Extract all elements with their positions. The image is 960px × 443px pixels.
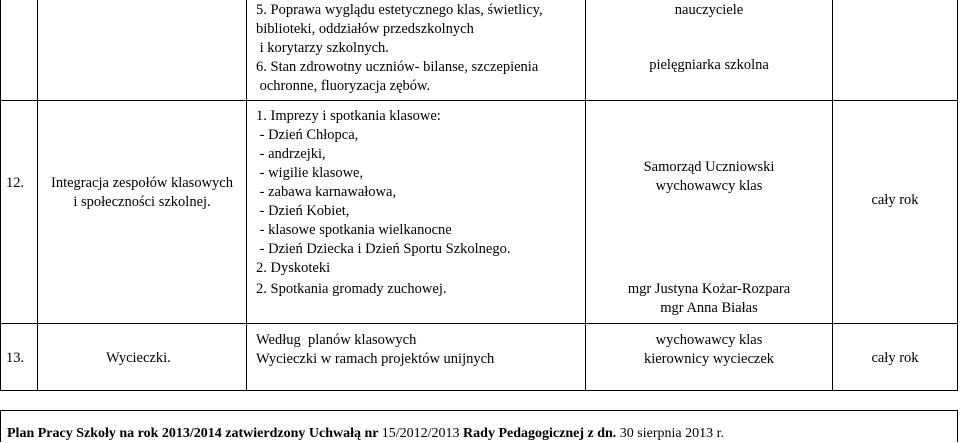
- row-divider-1: [0, 100, 958, 101]
- footer-part-3: Rady Pedagogicznej z dn.: [463, 426, 620, 441]
- row-divider-2: [0, 323, 958, 324]
- column-divider-2: [246, 0, 247, 391]
- activity-line: Według planów klasowych: [256, 332, 417, 348]
- row12-area: [38, 174, 246, 212]
- responsible-line: Samorząd Uczniowski: [643, 159, 775, 175]
- top-row-activities: [256, 1, 543, 96]
- footer-border-top: [0, 410, 958, 411]
- row12-term: cały rok: [871, 192, 919, 208]
- activity-line: 2. Dyskoteki: [256, 260, 331, 276]
- activity-line: - Dzień Chłopca,: [256, 127, 359, 143]
- footer-part-1: Plan Pracy Szkoły na rok 2013/2014 zatwierdzony Uchwałą nr: [7, 426, 382, 441]
- activity-line: - wigilie klasowe,: [256, 165, 364, 181]
- row13-activities: [256, 331, 494, 369]
- row12-activities-b: 2. Spotkania gromady zuchowej.: [256, 281, 447, 297]
- activity-line: 6. Stan zdrowotny uczniów- bilanse, szczepienia: [256, 59, 539, 75]
- activity-line: biblioteki, oddziałów przedszkolnych: [256, 21, 474, 37]
- activity-line: - Dzień Kobiet,: [256, 203, 350, 219]
- activity-line: - zabawa karnawałowa,: [256, 184, 397, 200]
- activity-line: - andrzejki,: [256, 146, 326, 162]
- activity-line: i korytarzy szkolnych.: [256, 40, 389, 56]
- responsible-line: wychowawcy klas: [655, 178, 763, 194]
- row13-number: 13.: [6, 350, 25, 366]
- row12-number: 12.: [6, 175, 25, 191]
- footer-border-right: [957, 410, 958, 442]
- top-row-responsible-2: pielęgniarka szkolna: [649, 57, 769, 73]
- activity-line: - klasowe spotkania wielkanocne: [256, 222, 452, 238]
- row12-responsible-b: [586, 280, 832, 318]
- area-line: Integracja zespołów klasowych: [51, 175, 233, 191]
- footer-approval-text: [7, 424, 724, 443]
- footer-part-2: 15/2012/2013: [381, 426, 464, 441]
- footer-border-left: [0, 410, 1, 442]
- activity-line: Wycieczki w ramach projektów unijnych: [256, 351, 495, 367]
- responsible-line: mgr Justyna Kożar-Rozpara: [627, 281, 791, 297]
- responsible-line: mgr Anna Białas: [660, 300, 758, 316]
- activity-line: ochronne, fluoryzacja zębów.: [256, 78, 431, 94]
- table-border-left: [0, 0, 1, 391]
- activity-line: - Dzień Dziecka i Dzień Sportu Szkolnego.: [256, 241, 511, 257]
- table-border-right: [957, 0, 958, 391]
- responsible-line: wychowawcy klas: [655, 332, 763, 348]
- activity-line: 5. Poprawa wyglądu estetycznego klas, świetlicy,: [256, 2, 543, 18]
- row13-responsible: [586, 331, 832, 369]
- activity-line: 1. Imprezy i spotkania klasowe:: [256, 108, 441, 124]
- table-border-bottom: [0, 390, 958, 391]
- area-line: i społeczności szkolnej.: [73, 194, 211, 210]
- footer-part-4: 30 sierpnia 2013 r.: [619, 426, 724, 441]
- row12-responsible-a: [586, 158, 832, 196]
- top-row-responsible-1: nauczyciele: [674, 2, 744, 18]
- row13-term: cały rok: [871, 350, 919, 366]
- row12-activities: [256, 107, 510, 278]
- row13-area: Wycieczki.: [106, 350, 171, 366]
- responsible-line: kierownicy wycieczek: [643, 351, 775, 367]
